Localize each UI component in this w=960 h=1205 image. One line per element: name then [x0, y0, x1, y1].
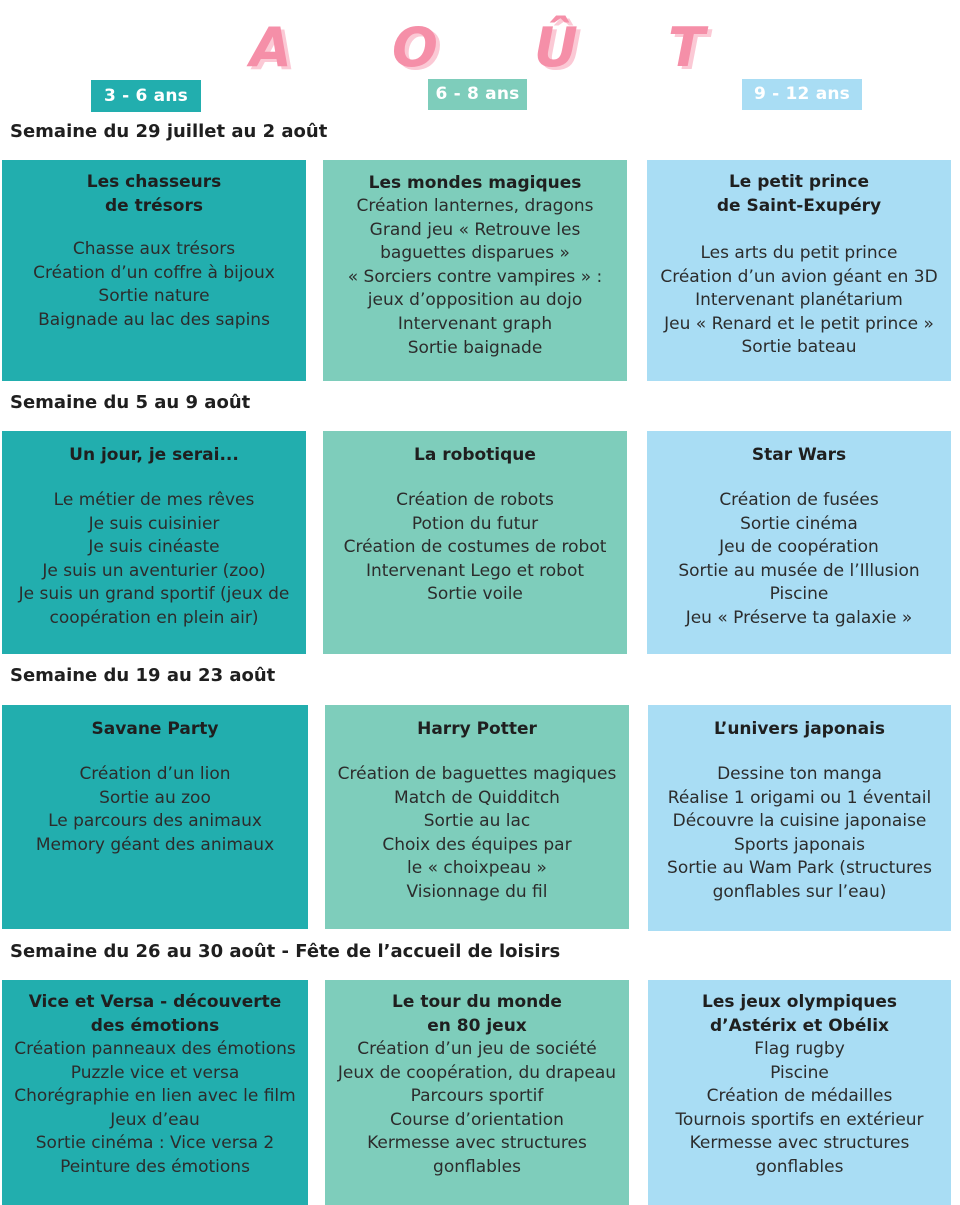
- activity-item: Découvre la cuisine japonaise: [672, 811, 927, 832]
- activity-item: Je suis un grand sportif (jeux de: [18, 584, 290, 605]
- activity-card: [325, 980, 629, 1205]
- card-items: [2, 238, 306, 332]
- activity-card: [2, 705, 308, 929]
- activity-item: Jeu « Préserve ta galaxie »: [685, 607, 913, 628]
- activity-item: Jeux d’eau: [110, 1109, 200, 1130]
- title-letter: O: [392, 16, 438, 79]
- activity-item: Intervenant graph: [397, 313, 553, 334]
- activity-item: Sports japonais: [733, 834, 865, 855]
- title-letter: Û: [534, 16, 578, 79]
- activity-item: Tournois sportifs en extérieur: [675, 1109, 924, 1130]
- activity-item: baguettes disparues »: [380, 243, 570, 264]
- card-title: Les mondes magiques: [368, 173, 582, 193]
- week-heading: Semaine du 5 au 9 août: [10, 392, 251, 413]
- activity-item: Création lanternes, dragons: [356, 196, 594, 216]
- activity-card: [323, 431, 627, 654]
- activity-item: « Sorciers contre vampires » :: [347, 266, 603, 287]
- activity-item: Jeu « Renard et le petit prince »: [664, 313, 934, 334]
- activity-item: Je suis cinéaste: [88, 537, 220, 558]
- age-badge-9-12: 9 - 12 ans: [742, 79, 862, 110]
- activity-item: Le métier de mes rêves: [53, 490, 255, 510]
- activity-item: Choix des équipes par: [382, 834, 572, 855]
- activity-item: Je suis un aventurier (zoo): [42, 560, 266, 581]
- activity-item: Création de médailles: [706, 1086, 893, 1107]
- title-letter: A: [250, 16, 292, 79]
- card-items: [2, 763, 308, 857]
- activity-item: gonflables sur l’eau): [712, 881, 887, 902]
- activity-card: [325, 705, 629, 929]
- activity-item: Sortie au Wam Park (structures: [667, 858, 932, 879]
- activity-item: Peinture des émotions: [60, 1156, 250, 1177]
- activity-item: Kermesse avec structures: [367, 1133, 587, 1154]
- activity-item: Visionnage du fil: [406, 881, 548, 902]
- activity-card: [647, 431, 951, 654]
- card-title: L’univers japonais: [713, 719, 886, 739]
- age-badge-6-8: 6 - 8 ans: [428, 79, 527, 110]
- activity-item: Puzzle vice et versa: [70, 1062, 240, 1083]
- activity-item: Match de Quidditch: [394, 787, 560, 808]
- activity-item: Sortie cinéma: [740, 513, 858, 534]
- activity-item: Intervenant planétarium: [695, 290, 903, 311]
- activity-card: [2, 160, 306, 381]
- activity-card: [2, 431, 306, 654]
- activity-item: Sortie au zoo: [99, 787, 211, 808]
- activity-item: Création de robots: [396, 490, 554, 510]
- card-items: [2, 489, 306, 631]
- card-title: Vice et Versa - découverte des émotions: [28, 992, 282, 1036]
- activity-item: Flag rugby: [754, 1039, 845, 1059]
- card-title: Savane Party: [91, 719, 219, 739]
- activity-item: le « choixpeau »: [407, 858, 547, 879]
- card-title: Le tour du monde en 80 jeux: [392, 992, 562, 1036]
- activity-item: Sortie voile: [427, 584, 523, 605]
- activity-item: Sortie nature: [98, 286, 210, 307]
- card-items: [2, 1038, 308, 1180]
- activity-item: Réalise 1 origami ou 1 éventail: [667, 787, 932, 808]
- activity-item: Création d’un coffre à bijoux: [33, 262, 275, 283]
- card-items: [325, 763, 629, 905]
- card-items: [648, 763, 951, 905]
- card-title: La robotique: [414, 445, 536, 465]
- activity-item: Jeux de coopération, du drapeau: [337, 1062, 617, 1083]
- activity-item: Baignade au lac des sapins: [38, 309, 270, 330]
- card-items: [647, 489, 951, 631]
- card-title: Harry Potter: [417, 719, 537, 739]
- activity-item: Parcours sportif: [410, 1086, 544, 1107]
- activity-item: gonflables: [433, 1156, 521, 1177]
- card-items: [648, 1038, 951, 1180]
- activity-card: [2, 980, 308, 1205]
- activity-item: Création d’un jeu de société: [357, 1039, 597, 1059]
- activity-item: Création de fusées: [719, 490, 879, 510]
- activity-card: [647, 160, 951, 381]
- activity-item: Sortie baignade: [407, 337, 543, 358]
- activity-item: Intervenant Lego et robot: [365, 560, 585, 581]
- activity-item: Chorégraphie en lien avec le film: [14, 1086, 296, 1107]
- activity-item: Sortie au lac: [423, 811, 531, 832]
- week-heading: Semaine du 26 au 30 août - Fête de l’accueil de loisirs: [10, 941, 561, 962]
- card-items: [323, 195, 627, 360]
- activity-item: gonflables: [755, 1156, 844, 1177]
- activity-item: Sortie bateau: [741, 337, 857, 358]
- activity-item: Memory géant des animaux: [35, 834, 275, 855]
- activity-item: Création d’un avion géant en 3D: [660, 266, 938, 287]
- activity-item: Potion du futur: [411, 513, 539, 534]
- card-title: Un jour, je serai...: [69, 445, 239, 465]
- activity-item: Dessine ton manga: [717, 764, 882, 784]
- activity-item: Les arts du petit prince: [700, 243, 898, 263]
- month-title: [0, 18, 960, 78]
- activity-item: Création de costumes de robot: [343, 537, 607, 558]
- card-items: [323, 489, 627, 607]
- card-title: Star Wars: [751, 445, 847, 465]
- week-heading: Semaine du 19 au 23 août: [10, 665, 276, 686]
- activity-card: [323, 160, 627, 381]
- activity-item: Jeu de coopération: [719, 537, 879, 558]
- activity-card: [648, 705, 951, 931]
- activity-item: Kermesse avec structures: [689, 1133, 910, 1154]
- card-items: [325, 1038, 629, 1180]
- activity-card: [648, 980, 951, 1205]
- activity-item: Piscine: [770, 1062, 829, 1083]
- activity-item: Course d’orientation: [390, 1109, 564, 1130]
- activity-item: Création de baguettes magiques: [337, 764, 617, 784]
- activity-item: Création d’un lion: [79, 764, 231, 784]
- activity-item: Chasse aux trésors: [72, 239, 236, 259]
- activity-item: Création panneaux des émotions: [14, 1039, 296, 1059]
- card-items: [647, 242, 951, 360]
- activity-item: jeux d’opposition au dojo: [367, 290, 583, 311]
- week-heading: Semaine du 29 juillet au 2 août: [10, 121, 328, 142]
- activity-item: coopération en plein air): [49, 607, 259, 628]
- card-title: Le petit prince de Saint-Exupéry: [716, 172, 882, 216]
- card-title: Les jeux olympiques d’Astérix et Obélix: [702, 992, 897, 1036]
- activity-item: Piscine: [769, 584, 829, 605]
- age-badge-3-6: 3 - 6 ans: [91, 80, 201, 112]
- activity-item: Grand jeu « Retrouve les: [369, 219, 581, 240]
- activity-item: Je suis cuisinier: [88, 513, 220, 534]
- card-title: Les chasseurs de trésors: [86, 172, 222, 216]
- activity-item: Sortie cinéma : Vice versa 2: [35, 1133, 275, 1154]
- activity-item: Le parcours des animaux: [48, 811, 262, 832]
- title-letter: T: [668, 16, 705, 79]
- activity-item: Sortie au musée de l’Illusion: [678, 560, 920, 581]
